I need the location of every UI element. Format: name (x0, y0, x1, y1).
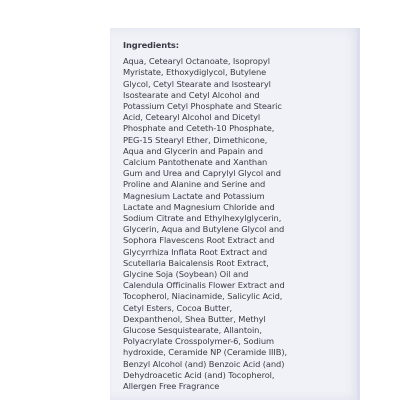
ingredients-line: Calendula Officinalis Flower Extract and (123, 280, 285, 291)
ingredients-line: Polyacrylate Crosspolymer-6, Sodium (123, 336, 275, 347)
ingredients-line: Potassium Cetyl Phosphate and Stearic (123, 101, 282, 112)
ingredients-line: Aqua, Cetearyl Octanoate, Isopropyl (123, 56, 270, 67)
ingredients-line: Acid, Cetearyl Alcohol and Dicetyl (123, 112, 261, 123)
product-package-label (110, 28, 360, 400)
ingredients-line: Isostearate and Cetyl Alcohol and (123, 89, 260, 100)
ingredients-line: Dexpanthenol, Shea Butter, Methyl (123, 313, 266, 324)
ingredients-line: PEG-15 Stearyl Ether, Dimethicone, (123, 134, 268, 145)
ingredients-line: Cetyl Esters, Cocoa Butter, (123, 302, 233, 313)
ingredients-line: Sophora Flavescens Root Extract and (123, 235, 275, 246)
ingredients-line: Glycyrrhiza Inflata Root Extract and (123, 246, 268, 257)
ingredients-line: Benzyl Alcohol (and) Benzoic Acid (and) (123, 358, 285, 369)
ingredients-line: Calcium Pantothenate and Xanthan (123, 157, 268, 168)
ingredients-line: Lactate and Magnesium Chloride and (123, 201, 275, 212)
ingredients-line: Proline and Alanine and Serine and (123, 179, 266, 190)
ingredients-line: hydroxide, Ceramide NP (Ceramide IIIB), (123, 347, 288, 358)
ingredients-line: Magnesium Lactate and Potassium (123, 190, 265, 201)
package-edge (357, 28, 360, 400)
ingredients-line: Glycol, Cetyl Stearate and Isostearyl (123, 78, 271, 89)
ingredients-list (123, 40, 353, 392)
ingredients-line: Myristate, Ethoxydiglycol, Butylene (123, 67, 267, 78)
ingredients-line: Tocopherol, Niacinamide, Salicylic Acid, (123, 291, 283, 302)
ingredients-line: Sodium Citrate and Ethylhexylglycerin, (123, 213, 282, 224)
ingredients-line: Gum and Urea and Caprylyl Glycol and (123, 168, 281, 179)
ingredients-heading: Ingredients: (123, 40, 179, 50)
ingredients-line: Glycine Soja (Soybean) Oil and (123, 269, 249, 280)
ingredients-line: Glycerin, Aqua and Butylene Glycol and (123, 224, 285, 235)
ingredients-line: Glucose Sesquistearate, Allantoin, (123, 325, 262, 336)
ingredients-line: Allergen Free Fragrance (123, 381, 220, 392)
ingredients-line: Phosphate and Ceteth-10 Phosphate, (123, 123, 275, 134)
ingredients-line: Scutellaria Baicalensis Root Extract, (123, 257, 269, 268)
ingredients-line: Aqua and Glycerin and Papain and (123, 145, 263, 156)
ingredients-line: Dehydroacetic Acid (and) Tocopherol, (123, 369, 275, 380)
